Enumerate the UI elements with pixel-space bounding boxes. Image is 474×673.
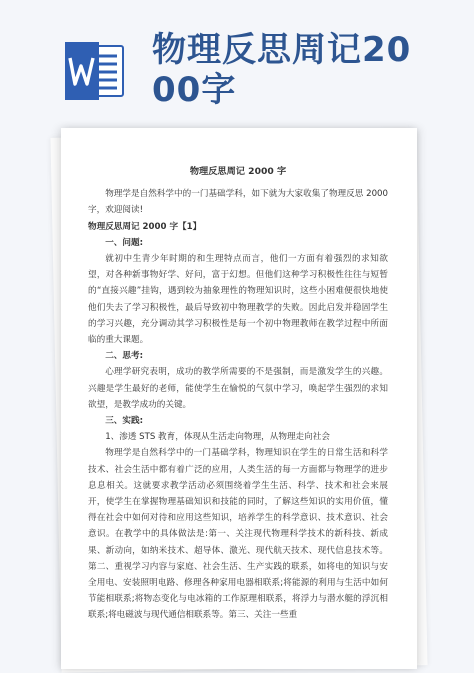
banner-title xyxy=(152,30,452,110)
header-banner xyxy=(0,0,474,140)
word-document-icon xyxy=(65,42,125,100)
intro-paragraph: 物理学是自然科学中的一门基础学科，如下就为大家收集了物理反思 2000 字，欢迎阅读! xyxy=(88,189,388,216)
document-body xyxy=(88,164,388,624)
question-heading-2: 二、思考: xyxy=(105,351,143,362)
practice-subheading: 1、渗透 STS 教育，体现从生活走向物理，从物理走向社会 xyxy=(105,432,330,443)
practice-paragraph: 物理学是自然科学中的一门基础学科，物理知识在学生的日常生活和科学技术、社会生活中都有着广泛的应用，人类生活的每一方面都与物理学的进步息息相关。这就要求教学活动必须围绕着学生生活、科学、技术和社会来展开，使学生在掌握物理基础知识和技能的同时，了解这些知识的实用价值，懂得在社会中如何对待和应用这些知识，培养学生的科学意识、技术意识、社会意识。在教学中的具体做法是:第一、关注现代物理科学技术的新科技、新成果、新动向，如纳米技术、超导体、激光、现代航天技术、现代信息技术等。第二、重视学习内容与家庭、社会生活、生产实践的联系，如将电的知识与安全用电、安装照明电路、修理各种家用电器相联系;将能源的利用与生活中如何节能相联系;将物态变化与电冰箱的工作原理相联系，将浮力与潜水艇的浮沉相联系;将电磁波与现代通信相联系等。第三、关注一些重 xyxy=(88,448,388,621)
question-heading-1: 一、问题: xyxy=(105,237,143,248)
document-title: 物理反思周记 2000 字 xyxy=(189,166,287,177)
question-paragraph-2: 心理学研究表明，成功的教学所需要的不是强制，而是激发学生的兴趣。兴趣是学生最好的老师，能使学生在愉悦的气氛中学习，唤起学生强烈的求知欲望，是教学成功的关键。 xyxy=(88,367,388,410)
banner-title-line2: 00字 xyxy=(152,70,237,110)
section-heading: 物理反思周记 2000 字【1】 xyxy=(88,221,202,232)
question-paragraph-1: 就初中生青少年时期的和生理特点而言，他们一方面有着强烈的求知欲望，对各种新事物好学、好问，富于幻想。但他们这种学习积极性往往与短暂的“直接兴趣”挂钩，遇到较为抽象理性的物理知识时，这些小困难便很快地使他们失去了学习积极性，最后导致初中物理教学的失败。因此启发并稳固学生的学习兴趣，充分调动其学习积极性是每一个初中物理教师在教学过程中所面临的重大课题。 xyxy=(88,254,388,346)
banner-title-line1: 物理反思周记20 xyxy=(152,30,412,70)
question-heading-3: 三、实践: xyxy=(105,416,143,427)
